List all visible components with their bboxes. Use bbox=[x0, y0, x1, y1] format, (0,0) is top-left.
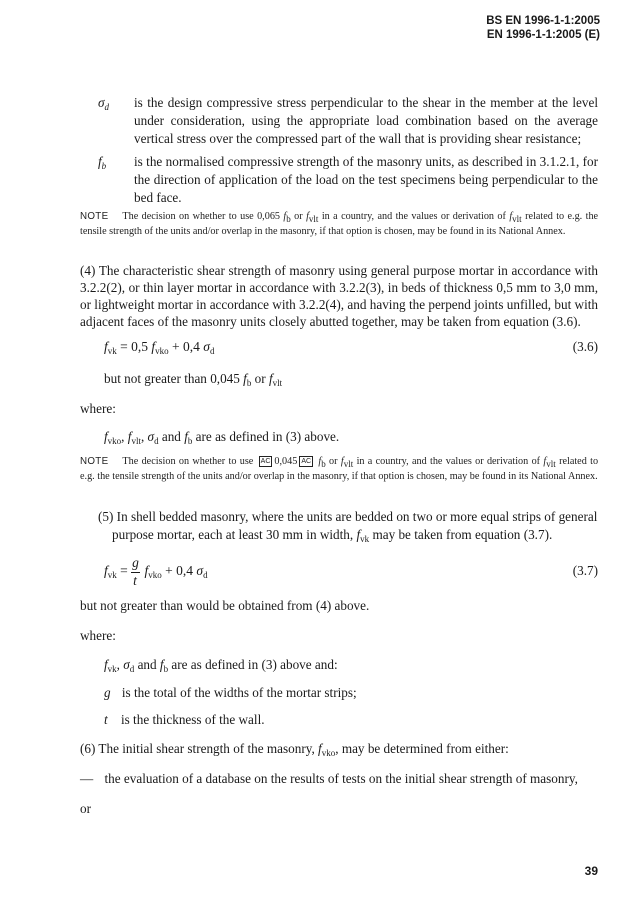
or-connector: or bbox=[80, 801, 91, 816]
document-header bbox=[486, 14, 600, 42]
equation-3-7: $f_{vk}$ = $\frac{g}{t}$ $f_{vko} + 0,4$ $\sigma_d$ bbox=[104, 554, 208, 588]
symbol-fb: $f_b$ bbox=[98, 154, 107, 171]
equation-number-3-7: (3.7) bbox=[572, 563, 598, 578]
fraction-g-over-t: $\frac{g}{t}$ bbox=[132, 554, 139, 588]
standard-id-en: EN 1996-1-1:2005 (E) bbox=[486, 29, 600, 41]
equation-3-7-limit: but not greater than would be obtained from (4) above. bbox=[80, 598, 370, 613]
standard-id-bs: BS EN 1996-1-1:2005 bbox=[486, 15, 600, 27]
amendment-marker-start: AC bbox=[260, 458, 271, 465]
symbol-sigma-d: $\sigma_d$ bbox=[98, 95, 110, 112]
note-fvlt-decision: NOTE The decision on whether to use 0,065 $f_b$ or $f_{vlt}$ in a country, and the values or derivation of $f_{vlt}$ related to e.g. the tensile strength of the units and/or overlap in the masonry, if that option is chosen, may be found in its National Annex. bbox=[80, 211, 599, 237]
definition-fb bbox=[98, 153, 598, 207]
definition-g: g is the total of the widths of the mortar strips; bbox=[104, 685, 357, 700]
paragraph-6: (6) The initial shear strength of the masonry, $f_{vko}$, may be determined from either: bbox=[80, 741, 509, 758]
where-definition-symbols: $f_{vko}$, $f_{vlt}$, $\sigma_d$ and $f_b$ are as defined in (3) above. bbox=[104, 429, 340, 446]
equation-number-3-6: (3.6) bbox=[572, 339, 598, 354]
where-label-2: where: bbox=[80, 628, 116, 643]
equation-3-6: $f_{vk} = 0,5$ $f_{vko} + 0,4$ $\sigma_d$ bbox=[104, 339, 215, 356]
note-label: NOTE bbox=[80, 456, 109, 467]
definition-sigma-d bbox=[98, 94, 598, 148]
note-label: NOTE bbox=[80, 211, 109, 222]
definition-text: is the normalised compressive strength of the masonry units, as described in 3.1.2.1, for the direction of application of the load on the test specimens being perpendicular to the bed face. bbox=[134, 154, 598, 205]
where-label: where: bbox=[80, 401, 116, 416]
definition-text: is the design compressive stress perpendicular to the shear in the member at the level under consideration, using the appropriate load combination based on the average vertical stress over the compressed part of the wall that is providing shear resistance; bbox=[134, 95, 598, 146]
bullet-database: — the evaluation of a database on the results of tests on the initial shear strength of masonry, bbox=[80, 771, 578, 786]
page-number: 39 bbox=[584, 864, 598, 878]
definition-t: t is the thickness of the wall. bbox=[104, 712, 265, 727]
equation-3-6-limit: but not greater than 0,045 $f_b$ or $f_{vlt}$ bbox=[104, 371, 283, 388]
paragraph-5-line-2: purpose mortar, each at least 30 mm in width, $f_{vk}$ may be taken from equation (3.7). bbox=[112, 527, 553, 544]
paragraph-5-line-1: (5) In shell bedded masonry, where the units are bedded on two or more equal strips of general bbox=[98, 509, 598, 524]
note-fvlt-amended: NOTE The decision on whether to use AC 0,045 AC $f_b$ or $f_{vlt}$ in a country, and the values or derivation of $f_{vlt}$ related to e.g. the tensile strength of the units and/or overlap in the masonry, if that option is chosen, may be found in its National Annex. bbox=[80, 456, 599, 482]
where-definition-symbols-2: $f_{vk}$, $\sigma_d$ and $f_b$ are as defined in (3) above and: bbox=[104, 657, 338, 674]
paragraph-4: (4) The characteristic shear strength of masonry using general purpose mortar in accordance with 3.2.2(2), or thin layer mortar in accordance with 3.2.2(3), in beds of thickness 0,5 mm to 3,0 mm, or lightweight mortar in accordance with 3.2.2(4), and having the perpend joints unfilled, but with adjacent faces of the masonry units closely abutted together, may be taken from equation (3.6). bbox=[80, 263, 598, 329]
amendment-marker-end: AC bbox=[301, 458, 312, 465]
